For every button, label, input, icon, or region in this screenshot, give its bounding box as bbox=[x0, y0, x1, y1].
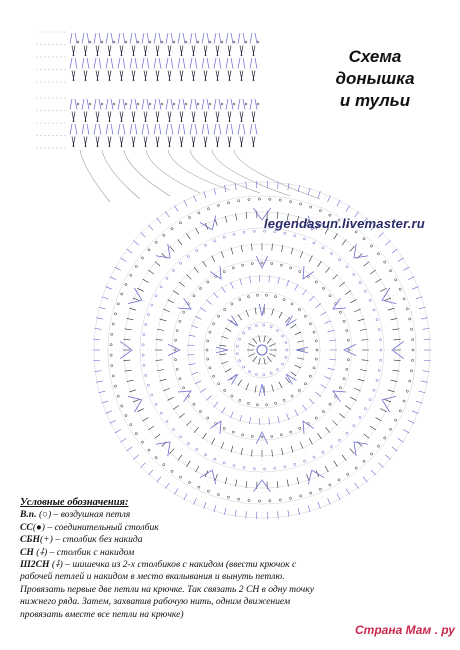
legend bbox=[20, 497, 320, 621]
legend-item-slip: СС(●) – соединительный столбик bbox=[20, 521, 159, 533]
legend-heading: Условные обозначения: bbox=[20, 497, 129, 508]
watermark-text: legendasun.livemaster.ru bbox=[264, 216, 425, 231]
title-line-3: и тульи bbox=[339, 91, 411, 110]
brand-logo-text: Страна Мам . ру bbox=[352, 623, 458, 637]
diagram-title bbox=[300, 46, 450, 112]
tulle-stitch-strips bbox=[36, 32, 259, 148]
strip-connector-lines bbox=[80, 150, 320, 202]
legend-item-chain: В.п. (○) – воздушная петля bbox=[20, 509, 131, 521]
title-line-2: донышка bbox=[335, 69, 415, 88]
legend-item-dc: СН (⸸) – столбик с накидом bbox=[20, 546, 135, 558]
legend-item-bobble: Ш2СН (⸸) – шишечка из 2-х столбиков с накидом (ввести крючок с рабочей петлей и накидом в место вкалывания и вынуть петлю. Провязать первые две петли на крючке. Так связать 2 СН в одну точку нижнего ряда. Затем, захватив рабочую нить, одним движением провязать вместе все петли на крючке) bbox=[20, 559, 314, 620]
crown-circle-diagram bbox=[92, 180, 432, 520]
legend-item-sc: СБН(+) – столбик без накида bbox=[20, 534, 143, 546]
title-line-1: Схема bbox=[348, 47, 402, 66]
